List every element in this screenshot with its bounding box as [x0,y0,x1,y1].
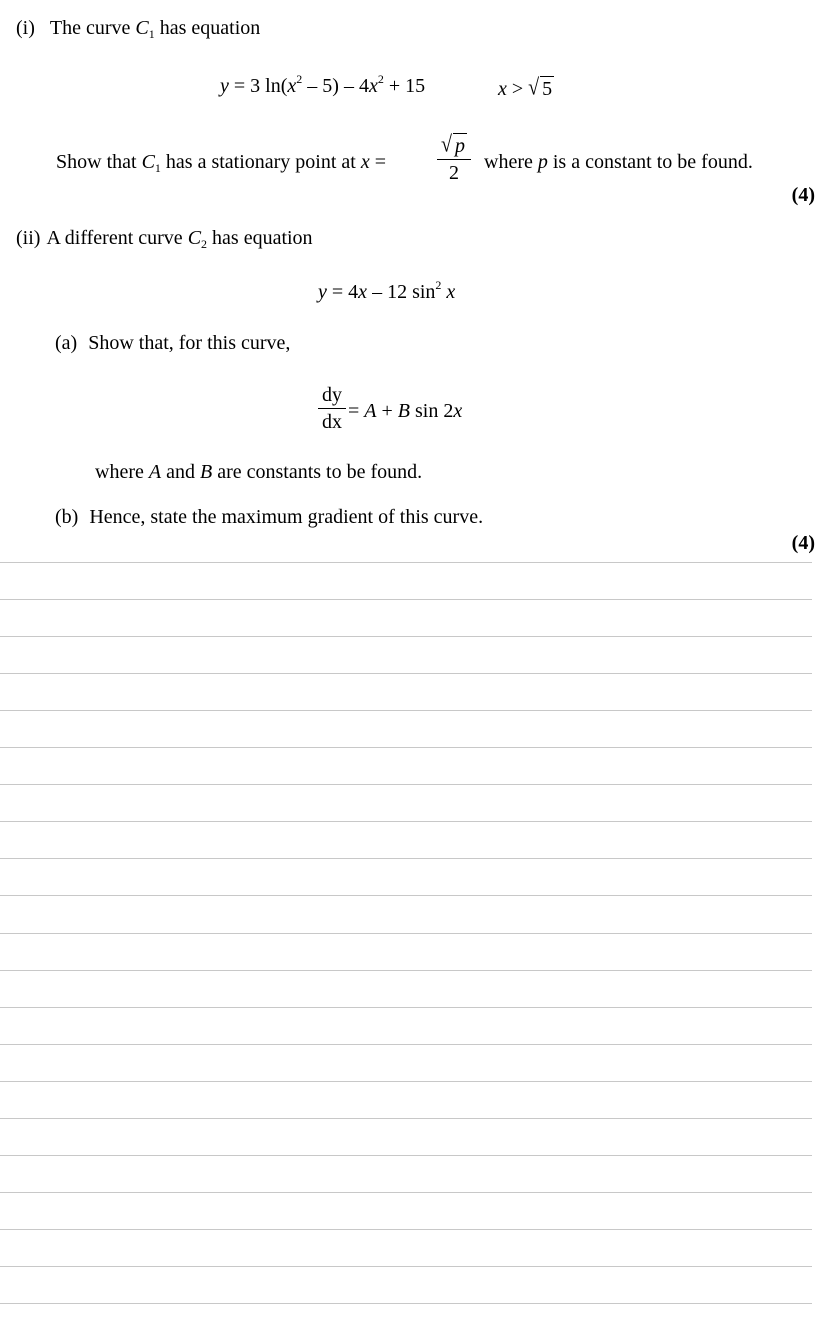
fraction-bar [437,159,471,160]
eq-var: x [287,75,297,97]
eq-part: = 4 [326,281,359,303]
part-ii-a-label: (a) [55,332,78,354]
part-ii-b-label: (b) [55,506,79,528]
derivative-A: A [364,400,377,422]
eq-part: – 5) – 4 [302,75,369,97]
cond-radicand: 5 [542,78,553,100]
fraction-radicand: p [454,135,465,157]
answer-line[interactable] [0,1007,812,1008]
answer-line[interactable] [0,1303,812,1304]
fraction-numerator [437,133,471,156]
answer-line[interactable] [0,673,812,674]
part-i-equation [220,72,426,97]
answer-line[interactable] [0,599,812,600]
where-B: B [199,461,213,483]
answer-line[interactable] [0,747,812,748]
part-i-intro-after: has equation [154,17,261,39]
fraction-denominator: 2 [449,162,459,184]
answer-line[interactable] [0,1192,812,1193]
part-ii-curve-letter: C [187,227,202,249]
eq-part: = 3 ln( [228,75,288,97]
part-ii-intro-after: has equation [207,227,313,249]
part-i-intro [16,17,261,41]
where-A: A [148,461,162,483]
sqrt-symbol: √ [441,131,452,158]
derivative-rhs [348,401,462,421]
answer-line[interactable] [0,784,812,785]
answer-line[interactable] [0,1229,812,1230]
where-before: where [95,461,149,483]
fraction-bar [318,408,346,409]
eq-lhs: y [220,75,229,97]
part-i-show-text [56,151,387,175]
eq-lhs: y [318,281,327,303]
answer-line[interactable] [0,636,812,637]
eq-exp: 2 [296,72,303,86]
answer-line[interactable] [0,895,812,896]
part-i-intro-before: The curve [49,17,136,39]
eq-exp: 2 [435,278,442,292]
part-ii-equation [318,278,456,303]
derivative-B: B [397,400,410,422]
show-curve-letter: C [141,151,155,173]
answer-line[interactable] [0,1266,812,1267]
eq-var: x [446,281,456,303]
part-ii-b [55,507,483,527]
part-ii-a [55,333,290,353]
derivative-numerator: dy [322,384,342,406]
part-ii-marks: (4) [791,532,815,554]
where-after: are constants to be found. [212,461,423,483]
eq-var: x [368,75,378,97]
answer-line[interactable] [0,710,812,711]
show-x: x [360,151,370,173]
cond-var: x [498,78,507,100]
derivative-x: x [453,400,463,422]
part-i-where-text [484,152,753,172]
eq-exp: 2 [377,72,384,86]
answer-line[interactable] [0,1118,812,1119]
part-i-fraction [437,133,471,183]
answer-line[interactable] [0,1081,812,1082]
part-ii-label: (ii) [16,227,41,249]
answer-line[interactable] [0,858,812,859]
show-curve-sub: 1 [154,161,161,175]
part-i-label: (i) [16,17,35,39]
part-ii-intro-before: A different curve [46,227,188,249]
where-before: where [484,151,538,173]
part-ii-curve-sub: 2 [201,237,208,251]
part-i-curve-letter: C [135,17,149,39]
part-i-marks: (4) [791,184,815,206]
eq-part: – 12 sin [367,281,436,303]
where-and: and [161,461,200,483]
show-middle: has a stationary point at [160,151,361,173]
answer-line[interactable] [0,1155,812,1156]
derivative-eq: = [348,400,365,422]
cond-gt: > [506,78,529,100]
where-p: p [537,151,548,173]
part-i-condition [498,76,554,99]
answer-line[interactable] [0,933,812,934]
eq-var: x [358,281,368,303]
show-eq: = [369,151,387,173]
derivative-fraction [318,385,346,432]
where-after: is a constant to be found. [547,151,753,173]
part-ii-where-text [95,462,422,482]
answer-line[interactable] [0,562,812,563]
part-ii-intro [16,227,313,251]
sqrt-symbol: √ [528,74,540,101]
derivative-sin: sin 2 [410,400,454,422]
derivative-plus: + [376,400,398,422]
show-before: Show that [56,151,142,173]
answer-line[interactable] [0,1044,812,1045]
part-i-curve-sub: 1 [148,27,155,41]
part-ii-b-text: Hence, state the maximum gradient of this curve. [89,506,484,528]
derivative-denominator: dx [322,411,342,433]
part-ii-a-text: Show that, for this curve, [88,332,291,354]
answer-line[interactable] [0,970,812,971]
answer-line[interactable] [0,821,812,822]
eq-part: + 15 [383,75,426,97]
